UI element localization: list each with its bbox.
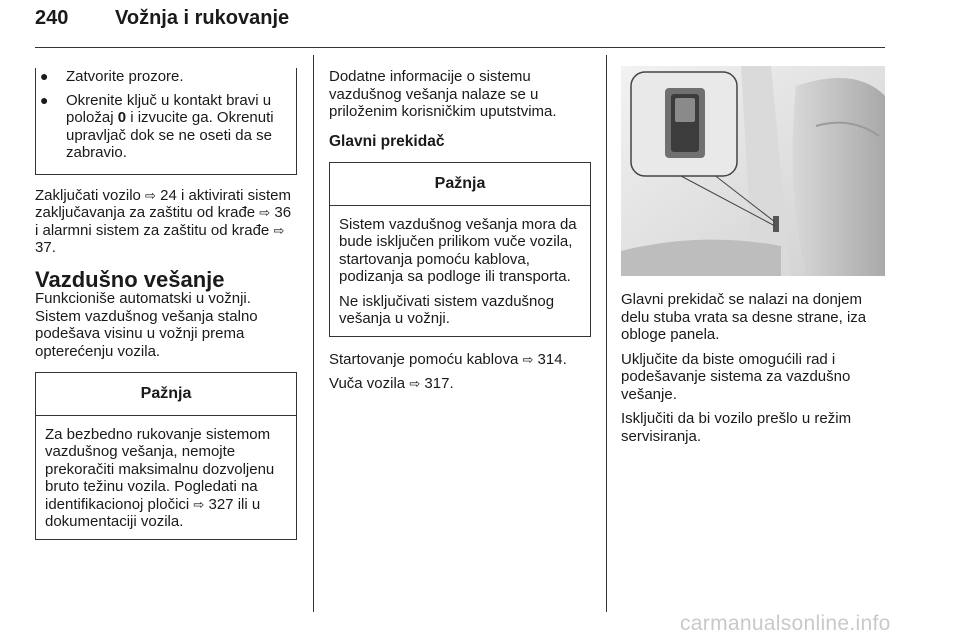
switch-location-illustration — [621, 66, 885, 276]
arrow-ref-icon: ⇨ — [409, 376, 421, 391]
intro-paragraph: Funkcioniše automatski u vožnji. Sistem vazdušnog vešanja stalno podešava visinu u vožnji prema opterećenju vozila. — [35, 290, 258, 360]
page-title: Vožnja i rukovanje — [115, 7, 290, 29]
bullet-box — [35, 68, 297, 175]
list-item: ● Zatvorite prozore. — [40, 68, 184, 85]
notice-box — [329, 162, 591, 337]
notice-body: Za bezbedno rukovanje sistemom vazdušnog vešanja, nemojte prekoračiti maksimalnu dozvoljenu bruto težinu vozila. Pogledati na identifikacionoj pločici ⇨ 327 ili u dokumentaciji vozila. — [45, 425, 275, 530]
column-right — [621, 291, 889, 452]
section-heading: Vazdušno vešanje — [35, 266, 225, 292]
page-ref[interactable]: 314 — [537, 350, 563, 368]
list-item: ● Okrenite ključ u kontakt bravi u položaj 0 i izvucite ga. Okrenuti upravljač dok se ne oseti da se zabravio. — [40, 91, 274, 161]
arrow-ref-icon: ⇨ — [193, 496, 205, 512]
jump-start-ref: Startovanje pomoću kablova ⇨ 314. — [329, 350, 567, 368]
notice-box — [35, 372, 297, 540]
subheading: Glavni prekidač — [329, 132, 445, 150]
page-number: 240 — [35, 7, 69, 29]
column-middle — [329, 68, 591, 400]
page-ref[interactable]: 24 — [160, 186, 177, 204]
more-info-paragraph: Dodatne informacije o sistemu vazdušnog vešanja nalaze se u priloženim korisničkim uputstvima. — [329, 68, 557, 120]
watermark: carmanualsonline.info — [680, 612, 891, 635]
column-divider — [313, 55, 314, 612]
arrow-ref-icon: ⇨ — [145, 187, 156, 203]
column-divider — [606, 55, 607, 612]
page-ref[interactable]: 37 — [35, 239, 52, 256]
column-left — [35, 68, 297, 540]
page-ref[interactable]: 327 — [208, 495, 234, 513]
notice-title: Pažnja — [36, 373, 296, 416]
header-rule — [35, 47, 885, 48]
notice-title: Pažnja — [330, 163, 590, 206]
switch-photo — [621, 66, 885, 276]
lock-paragraph: Zaključati vozilo ⇨ 24 i aktivirati sistem zaključavanja za zaštitu od krađe ⇨ 36 i alarmni sistem za zaštitu od krađe ⇨ 37. — [35, 186, 292, 256]
bullet-icon: ● — [40, 91, 49, 108]
page-ref[interactable]: 317 — [424, 375, 450, 392]
switch-location-paragraph: Glavni prekidač se nalazi na donjem delu stuba vrata sa desne strane, iza obloge panela. — [621, 291, 867, 343]
towing-ref: Vuča vozila ⇨ 317. — [329, 375, 454, 392]
switch-on-paragraph: Uključite da biste omogućili rad i podešavanje sistema za vazdušno vešanje. — [621, 350, 851, 403]
arrow-ref-icon: ⇨ — [522, 351, 534, 367]
switch-off-paragraph: Isključiti da bi vozilo prešlo u režim servisiranja. — [621, 410, 852, 445]
notice-body: Sistem vazdušnog vešanja mora da bude isključen prilikom vuče vozila, startovanja pomoću kablova, podizanja sa podloge ili transporta. Ne isključivati sistem vazdušnog vešanja u vožnji. — [339, 215, 577, 327]
arrow-ref-icon: ⇨ — [259, 205, 271, 220]
arrow-ref-icon: ⇨ — [273, 222, 285, 238]
bullet-icon: ● — [40, 68, 49, 84]
page-ref[interactable]: 36 — [274, 204, 292, 221]
